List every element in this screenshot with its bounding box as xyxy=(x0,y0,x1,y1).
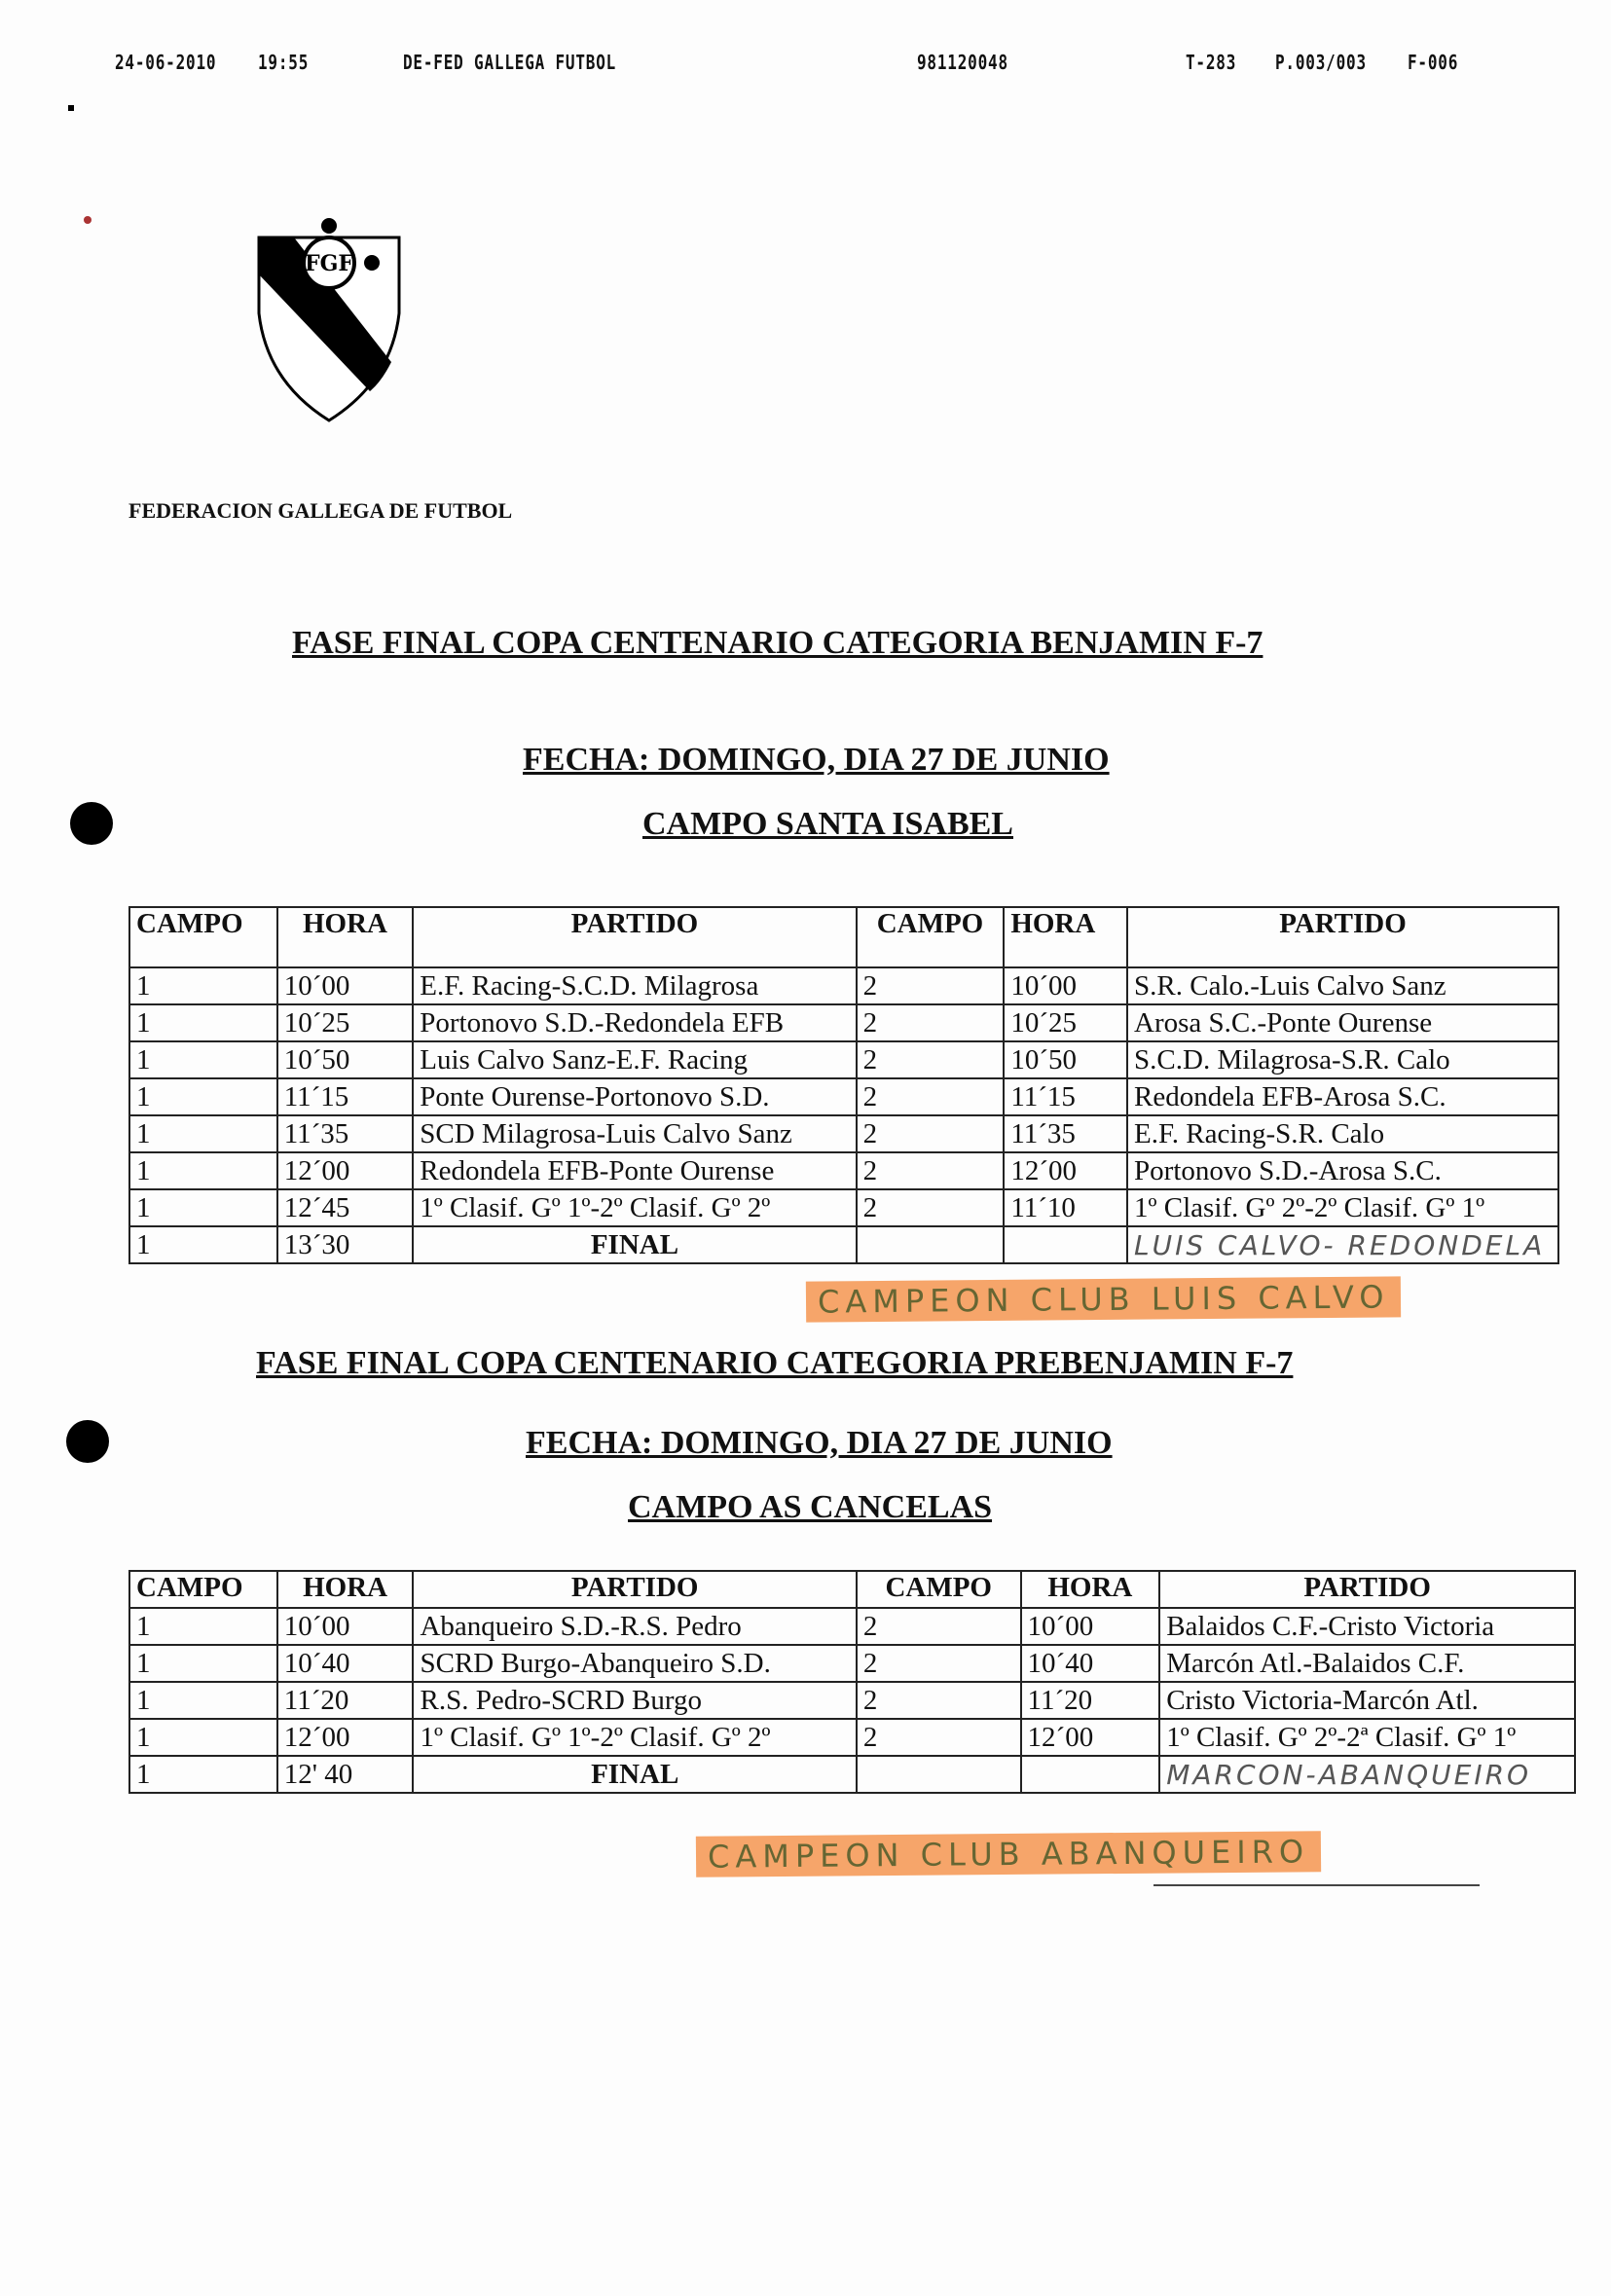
cell-hora: 13´30 xyxy=(277,1226,414,1263)
table-header-row xyxy=(129,1571,1575,1608)
cell-partido: 1º Clasif. Gº 1º-2º Clasif. Gº 2º xyxy=(413,1189,856,1226)
cell-hora: 11´20 xyxy=(1021,1682,1160,1719)
section-venue: CAMPO AS CANCELAS xyxy=(628,1489,993,1525)
cell-hora: 10´00 xyxy=(1021,1608,1160,1645)
section-venue: CAMPO SANTA ISABEL xyxy=(642,806,1013,842)
punch-hole xyxy=(70,802,113,845)
table-row xyxy=(129,1226,1558,1263)
cell-hora: 10´00 xyxy=(277,967,414,1004)
cell-partido: S.C.D. Milagrosa-S.R. Calo xyxy=(1127,1041,1558,1078)
cell-partido: Ponte Ourense-Portonovo S.D. xyxy=(413,1078,856,1115)
cell-hora: 12´00 xyxy=(1004,1152,1127,1189)
cell-hora: 10´00 xyxy=(1004,967,1127,1004)
header-campo: CAMPO xyxy=(857,1571,1021,1608)
cell-partido: Arosa S.C.-Ponte Ourense xyxy=(1127,1004,1558,1041)
cell-hora: 12´45 xyxy=(277,1189,414,1226)
header-partido: PARTIDO xyxy=(413,907,856,967)
header-partido: PARTIDO xyxy=(413,1571,856,1608)
handwritten-final-match: LUIS CALVO- REDONDELA xyxy=(1127,1226,1558,1263)
cell-campo: 1 xyxy=(129,1189,277,1226)
cell-hora xyxy=(1004,1226,1127,1263)
org-name: FEDERACION GALLEGA DE FUTBOL xyxy=(128,498,513,523)
cell-campo: 2 xyxy=(857,1719,1021,1756)
cell-hora: 10´40 xyxy=(1021,1645,1160,1682)
table-row xyxy=(129,1041,1558,1078)
table-row xyxy=(129,1078,1558,1115)
fax-number: 981120048 xyxy=(917,51,1008,74)
header-hora: HORA xyxy=(1004,907,1127,967)
schedule-table xyxy=(128,906,1559,1264)
cell-hora: 12' 40 xyxy=(277,1756,414,1793)
cell-campo: 1 xyxy=(129,1226,277,1263)
cell-campo: 2 xyxy=(857,1041,1005,1078)
cell-campo: 2 xyxy=(857,1004,1005,1041)
cell-campo: 1 xyxy=(129,1719,277,1756)
cell-campo xyxy=(857,1226,1005,1263)
table-row xyxy=(129,967,1558,1004)
cell-partido: R.S. Pedro-SCRD Burgo xyxy=(413,1682,856,1719)
table-row xyxy=(129,1645,1575,1682)
cell-campo: 1 xyxy=(129,1152,277,1189)
fax-date: 24-06-2010 xyxy=(115,51,217,74)
cell-partido: Portonovo S.D.-Arosa S.C. xyxy=(1127,1152,1558,1189)
cell-campo: 1 xyxy=(129,1041,277,1078)
cell-hora: 10´40 xyxy=(277,1645,414,1682)
cell-partido: E.F. Racing-S.C.D. Milagrosa xyxy=(413,967,856,1004)
cell-partido: SCD Milagrosa-Luis Calvo Sanz xyxy=(413,1115,856,1152)
cell-campo: 1 xyxy=(129,1078,277,1115)
table-row xyxy=(129,1115,1558,1152)
section-date: FECHA: DOMINGO, DIA 27 DE JUNIO xyxy=(526,1425,1113,1461)
fax-time: 19:55 xyxy=(258,51,310,74)
fax-f: F-006 xyxy=(1408,51,1459,74)
scan-mark xyxy=(84,216,92,224)
header-campo: CAMPO xyxy=(129,907,277,967)
cell-partido: Balaidos C.F.-Cristo Victoria xyxy=(1159,1608,1575,1645)
table-row xyxy=(129,1152,1558,1189)
fax-t: T-283 xyxy=(1186,51,1237,74)
punch-hole xyxy=(66,1420,109,1463)
fax-page: P.003/003 xyxy=(1275,51,1367,74)
cell-hora: 12´00 xyxy=(1021,1719,1160,1756)
cell-partido: 1º Clasif. Gº 2º-2ª Clasif. Gº 1º xyxy=(1159,1719,1575,1756)
section-date: FECHA: DOMINGO, DIA 27 DE JUNIO xyxy=(523,742,1110,778)
section-title: FASE FINAL COPA CENTENARIO CATEGORIA BENJAMIN F-7 xyxy=(292,625,1263,661)
table-row xyxy=(129,1004,1558,1041)
cell-campo: 2 xyxy=(857,1608,1021,1645)
cell-campo: 2 xyxy=(857,967,1005,1004)
cell-hora: 11´10 xyxy=(1004,1189,1127,1226)
header-partido: PARTIDO xyxy=(1127,907,1558,967)
header-hora: HORA xyxy=(277,1571,414,1608)
table-row xyxy=(129,1719,1575,1756)
cell-campo: 1 xyxy=(129,1756,277,1793)
cell-hora: 10´25 xyxy=(277,1004,414,1041)
header-partido: PARTIDO xyxy=(1159,1571,1575,1608)
cell-campo: 1 xyxy=(129,1004,277,1041)
cell-campo: 1 xyxy=(129,1645,277,1682)
cell-partido: FINAL xyxy=(413,1226,856,1263)
cell-campo: 2 xyxy=(857,1152,1005,1189)
table-header-row xyxy=(129,907,1558,967)
table-row xyxy=(129,1756,1575,1793)
header-hora: HORA xyxy=(277,907,414,967)
cell-partido: Luis Calvo Sanz-E.F. Racing xyxy=(413,1041,856,1078)
cell-campo: 2 xyxy=(857,1115,1005,1152)
cell-partido: FINAL xyxy=(413,1756,856,1793)
header-campo: CAMPO xyxy=(129,1571,277,1608)
cell-hora: 10´00 xyxy=(277,1608,414,1645)
cell-hora: 10´50 xyxy=(277,1041,414,1078)
cell-campo xyxy=(857,1756,1021,1793)
cell-partido: Marcón Atl.-Balaidos C.F. xyxy=(1159,1645,1575,1682)
cell-campo: 2 xyxy=(857,1682,1021,1719)
cell-hora: 11´20 xyxy=(277,1682,414,1719)
cell-hora xyxy=(1021,1756,1160,1793)
cell-partido: Redondela EFB-Arosa S.C. xyxy=(1127,1078,1558,1115)
schedule-table xyxy=(128,1570,1576,1794)
fax-sender: DE-FED GALLEGA FUTBOL xyxy=(403,51,617,74)
cell-hora: 12´00 xyxy=(277,1152,414,1189)
cell-hora: 11´15 xyxy=(277,1078,414,1115)
scan-mark xyxy=(68,105,74,111)
cell-campo: 1 xyxy=(129,1682,277,1719)
cell-campo: 2 xyxy=(857,1078,1005,1115)
logo-text: FGF xyxy=(304,251,354,276)
cell-hora: 12´00 xyxy=(277,1719,414,1756)
cell-hora: 11´15 xyxy=(1004,1078,1127,1115)
cell-partido: Cristo Victoria-Marcón Atl. xyxy=(1159,1682,1575,1719)
header-campo: CAMPO xyxy=(857,907,1005,967)
cell-partido: 1º Clasif. Gº 1º-2º Clasif. Gº 2º xyxy=(413,1719,856,1756)
table-row xyxy=(129,1682,1575,1719)
handwritten-champion-note: CAMPEON CLUB LUIS CALVO xyxy=(806,1276,1402,1322)
cell-partido: Abanqueiro S.D.-R.S. Pedro xyxy=(413,1608,856,1645)
underline-stroke xyxy=(1153,1884,1480,1886)
cell-hora: 10´25 xyxy=(1004,1004,1127,1041)
section-title: FASE FINAL COPA CENTENARIO CATEGORIA PREBENJAMIN F-7 xyxy=(256,1345,1294,1381)
table-row xyxy=(129,1189,1558,1226)
handwritten-champion-note: CAMPEON CLUB ABANQUEIRO xyxy=(696,1831,1321,1877)
cell-hora: 11´35 xyxy=(1004,1115,1127,1152)
cell-hora: 10´50 xyxy=(1004,1041,1127,1078)
cell-hora: 11´35 xyxy=(277,1115,414,1152)
cell-campo: 1 xyxy=(129,967,277,1004)
cell-partido: 1º Clasif. Gº 2º-2º Clasif. Gº 1º xyxy=(1127,1189,1558,1226)
header-hora: HORA xyxy=(1021,1571,1160,1608)
cell-partido: E.F. Racing-S.R. Calo xyxy=(1127,1115,1558,1152)
table-row xyxy=(129,1608,1575,1645)
federation-logo xyxy=(255,216,403,424)
cell-campo: 2 xyxy=(857,1645,1021,1682)
cell-partido: Redondela EFB-Ponte Ourense xyxy=(413,1152,856,1189)
cell-campo: 1 xyxy=(129,1115,277,1152)
cell-campo: 2 xyxy=(857,1189,1005,1226)
cell-partido: Portonovo S.D.-Redondela EFB xyxy=(413,1004,856,1041)
cell-campo: 1 xyxy=(129,1608,277,1645)
cell-partido: SCRD Burgo-Abanqueiro S.D. xyxy=(413,1645,856,1682)
handwritten-final-match: MARCON-ABANQUEIRO xyxy=(1159,1756,1575,1793)
cell-partido: S.R. Calo.-Luis Calvo Sanz xyxy=(1127,967,1558,1004)
